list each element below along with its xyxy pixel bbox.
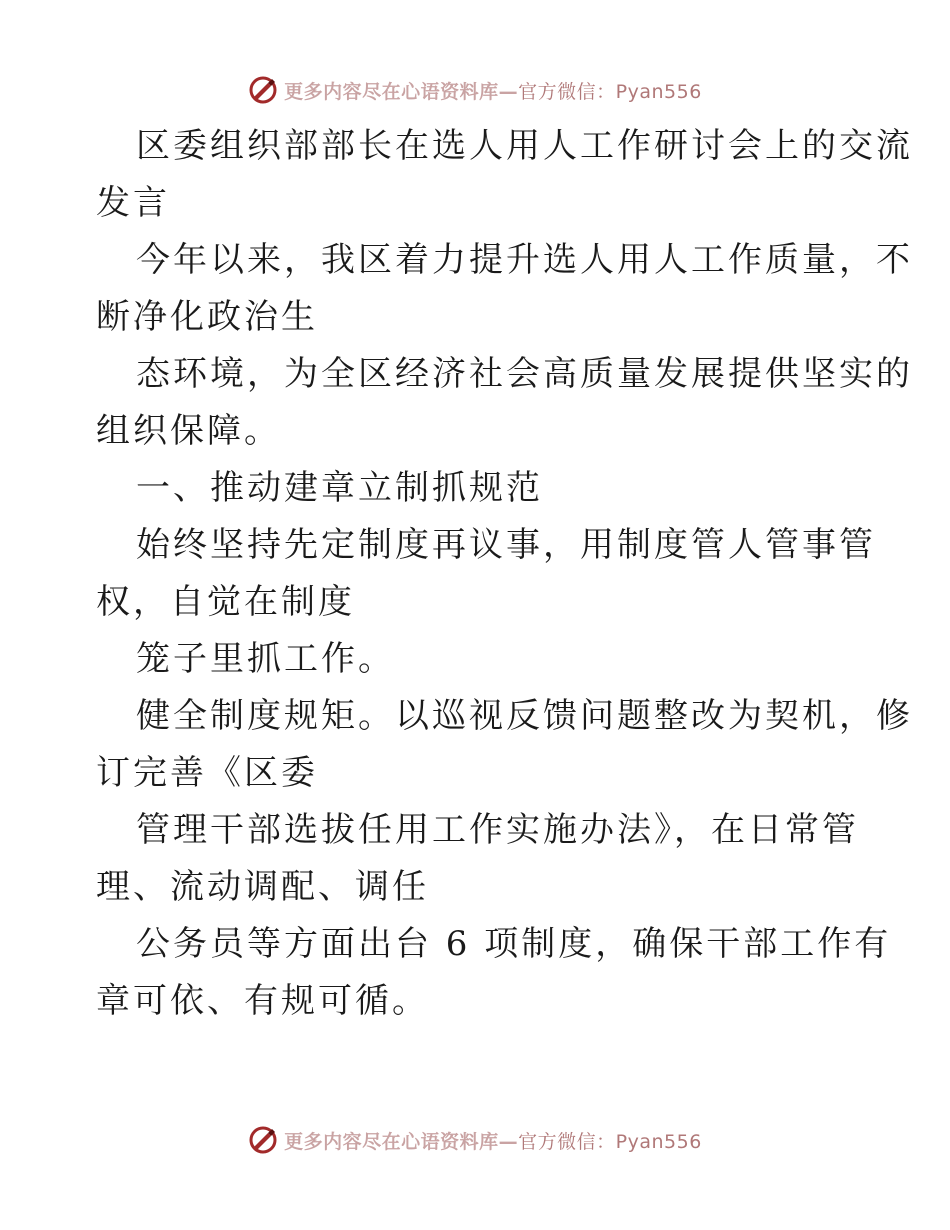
paragraph-line: 组织保障。 xyxy=(96,411,281,451)
paragraph-line: 管理干部选拔任用工作实施办法》，在日常管 xyxy=(136,810,859,850)
paragraph-line: 健全制度规矩。以巡视反馈问题整改为契机，修 xyxy=(136,696,913,736)
paragraph-line: 公务员等方面出台 6 项制度，确保干部工作有 xyxy=(136,924,892,964)
pen-logo-icon xyxy=(248,75,278,105)
watermark-text: 更多内容尽在心语资料库—官方微信：Pyan556 xyxy=(284,80,702,103)
watermark-wechat: 官方微信：Pyan556 xyxy=(518,1130,702,1153)
paragraph-line: 断净化政治生 xyxy=(96,297,318,337)
footer-watermark xyxy=(0,1120,950,1160)
paragraph-line: 始终坚持先定制度再议事，用制度管人管事管 xyxy=(136,525,876,565)
paragraph-line: 今年以来，我区着力提升选人用人工作质量，不 xyxy=(136,240,913,280)
paragraph-line: 笼子里抓工作。 xyxy=(136,639,395,679)
paragraph-line: 发言 xyxy=(96,183,170,223)
paragraph-line: 理、流动调配、调任 xyxy=(96,867,429,907)
paragraph-line: 章可依、有规可循。 xyxy=(96,981,429,1021)
watermark-text: 更多内容尽在心语资料库—官方微信：Pyan556 xyxy=(284,1130,702,1153)
paragraph-line: 权，自觉在制度 xyxy=(96,582,355,622)
pen-logo-icon xyxy=(248,1125,278,1155)
watermark-wechat: 官方微信：Pyan556 xyxy=(518,80,702,103)
paragraph-line: 态环境，为全区经济社会高质量发展提供坚实的 xyxy=(136,354,913,394)
header-watermark xyxy=(0,70,950,110)
paragraph-line: 订完善《区委 xyxy=(96,753,318,793)
paragraph-line: 区委组织部部长在选人用人工作研讨会上的交流 xyxy=(136,126,913,166)
document-body xyxy=(96,118,913,1030)
paragraph-line: 一、推动建章立制抓规范 xyxy=(136,468,543,508)
